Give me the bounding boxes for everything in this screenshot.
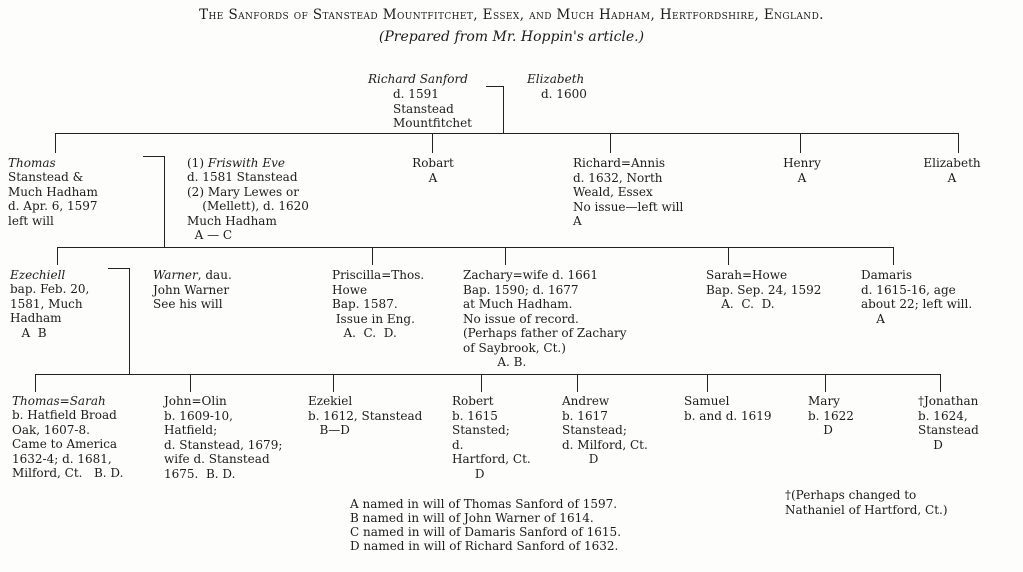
chart-subtitle: (Prepared from Mr. Hoppin's article.) — [378, 29, 645, 45]
elizabeth-gen2-entry: Elizabeth A — [923, 156, 981, 185]
drop-thomas-gen4 — [35, 374, 36, 392]
robert-entry: Robert b. 1615 Stansted; d. Hartford, Ct. D — [452, 394, 531, 481]
legend-b: B named in will of John Warner of 1614. — [350, 511, 594, 525]
thomas-gen2-details: Stanstead & Much Hadham d. Apr. 6, 1597 left will — [8, 170, 98, 228]
friswith-mary-details: d. 1581 Stanstead (2) Mary Lewes or (Mellett), d. 1620 Much Hadham A — C — [187, 170, 309, 242]
elizabeth-wife-details: d. 1600 — [541, 87, 587, 101]
drop-richard — [610, 133, 611, 153]
drop-ezekiel — [333, 374, 334, 392]
marriage-line-ezechiell — [108, 268, 130, 269]
descent-line-gen1 — [503, 86, 504, 133]
marriage-line-gen1 — [486, 86, 504, 87]
drop-jonathan — [940, 374, 941, 392]
warner-details: , dau. John Warner See his will — [153, 268, 232, 311]
henry-entry: Henry A — [783, 156, 821, 185]
legend-d: D named in will of Richard Sanford of 1632. — [350, 539, 619, 553]
footnote-jonathan: †(Perhaps changed to Nathaniel of Hartford, Ct.) — [785, 488, 948, 517]
descent-line-thomas — [164, 156, 165, 247]
sibling-bar-gen3 — [57, 247, 894, 248]
john-olin-entry: John=Olin b. 1609-10, Hatfield; d. Stanstead, 1679; wife d. Stanstead 1675. B. D. — [164, 394, 283, 481]
samuel-entry: Samuel b. and d. 1619 — [684, 394, 772, 423]
drop-john — [190, 374, 191, 392]
marriage-line-thomas — [143, 156, 165, 157]
thomas-gen2-name: Thomas — [8, 156, 56, 170]
descent-line-ezechiell — [129, 268, 130, 374]
chart-title: The Sanfords of Stanstead Mountfitchet, Essex, and Much Hadham, Hertfordshire, England. — [199, 7, 824, 23]
drop-ezechiell — [57, 247, 58, 265]
drop-mary — [825, 374, 826, 392]
legend-a: A named in will of Thomas Sanford of 1597. — [350, 497, 618, 511]
friswith-prefix: (1) — [187, 156, 208, 170]
mary-entry: Mary b. 1622 D — [808, 394, 854, 437]
richard-sanford-details: d. 1591 Stanstead Mountfitchet — [393, 87, 472, 130]
richard-annis-entry: Richard=Annis d. 1632, North Weald, Essex No issue—left will A — [573, 156, 684, 228]
sibling-bar-gen4 — [35, 374, 941, 375]
priscilla-entry: Priscilla=Thos. Howe Bap. 1587. Issue in Eng. A. C. D. — [332, 268, 425, 340]
drop-damaris — [893, 247, 894, 265]
drop-andrew — [577, 374, 578, 392]
richard-sanford-name: Richard Sanford — [368, 72, 468, 86]
drop-samuel — [707, 374, 708, 392]
drop-henry — [800, 133, 801, 153]
sarah-howe-entry: Sarah=Howe Bap. Sep. 24, 1592 A. C. D. — [706, 268, 822, 311]
andrew-entry: Andrew b. 1617 Stanstead; d. Milford, Ct. D — [562, 394, 648, 466]
drop-thomas — [55, 133, 56, 153]
ezechiell-name: Ezechiell — [10, 268, 66, 282]
sibling-bar-gen2 — [55, 133, 959, 134]
zachary-entry: Zachary=wife d. 1661 Bap. 1590; d. 1677 at Much Hadham. No issue of record. (Perhaps father of Zachary of Saybrook, Ct.) A. B. — [463, 268, 627, 369]
jonathan-entry: †Jonathan b. 1624, Stanstead D — [918, 394, 979, 452]
drop-sarah — [728, 247, 729, 265]
elizabeth-wife-name: Elizabeth — [527, 72, 585, 86]
friswith-eve-entry — [187, 156, 285, 171]
friswith-eve-name: Friswith Eve — [207, 156, 285, 170]
thomas-sarah-details: b. Hatfield Broad Oak, 1607-8. Came to America 1632-4; d. 1681, Milford, Ct. B. D. — [12, 408, 124, 480]
ezekiel-entry: Ezekiel b. 1612, Stanstead B—D — [308, 394, 423, 437]
warner-entry — [153, 268, 232, 312]
legend-c: C named in will of Damaris Sanford of 1615. — [350, 525, 622, 539]
warner-name: Warner — [153, 268, 198, 282]
damaris-entry: Damaris d. 1615-16, age about 22; left will. A — [861, 268, 973, 326]
drop-robart — [432, 133, 433, 153]
drop-priscilla — [372, 247, 373, 265]
drop-zachary — [505, 247, 506, 265]
drop-robert — [481, 374, 482, 392]
robart-entry: Robart A — [412, 156, 454, 185]
ezechiell-details: bap. Feb. 20, 1581, Much Hadham A B — [10, 282, 90, 340]
drop-elizabeth — [958, 133, 959, 153]
thomas-sarah-name: Thomas=Sarah — [12, 394, 106, 408]
